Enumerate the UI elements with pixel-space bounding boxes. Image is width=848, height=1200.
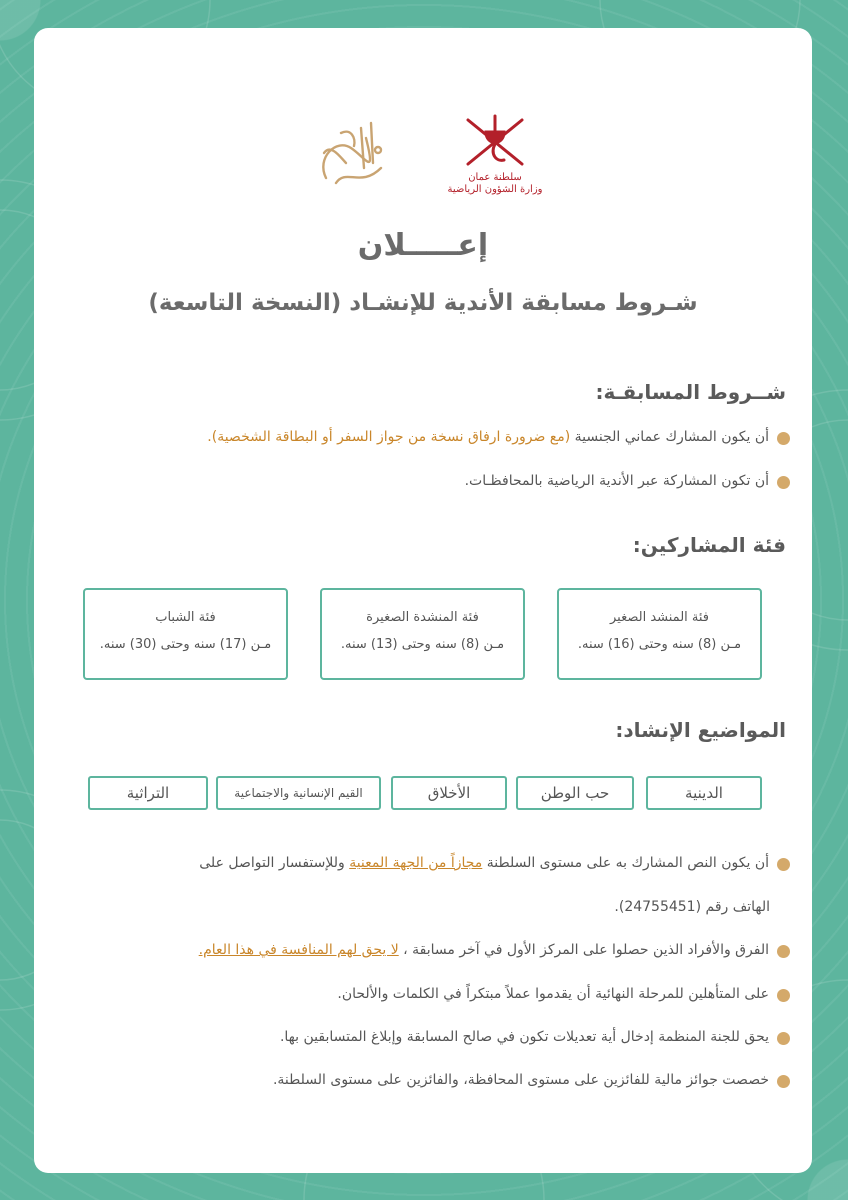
rule-item bbox=[74, 854, 790, 874]
rule-text: خصصت جوائز مالية للفائزين على مستوى المحافظة، والفائزين على مستوى السلطنة. bbox=[272, 1072, 769, 1088]
rule-text: يحق للجنة المنظمة إدخال أية تعديلات تكون في صالح المسابقة وإبلاغ المتسابقين بها. bbox=[279, 1029, 769, 1045]
condition-item bbox=[74, 428, 790, 448]
logos-row bbox=[34, 98, 812, 208]
topics-title: المواضيع الإنشاد: bbox=[615, 718, 786, 742]
condition-text: أن يكون المشارك عماني الجنسية (مع ضرورة ارفاق نسخة من جواز السفر أو البطاقة الشخصية). bbox=[207, 429, 769, 445]
emblem-caption-1: سلطنة عمان bbox=[468, 172, 522, 183]
bullet-dot-icon bbox=[777, 476, 790, 489]
rule-text: الهاتف رقم (24755451). bbox=[614, 899, 770, 915]
bullet-dot-icon bbox=[777, 858, 790, 871]
category-age-range: مـن (17) سنه وحتى (30) سنه. bbox=[99, 637, 272, 652]
bullet-dot-icon bbox=[777, 1032, 790, 1045]
bullet-dot-icon bbox=[777, 945, 790, 958]
rule-continuation bbox=[74, 898, 770, 918]
emblem-caption-2: وزارة الشؤون الرياضية bbox=[447, 184, 543, 195]
category-name: فئة المنشدة الصغيرة bbox=[366, 610, 479, 625]
announcement-card bbox=[34, 28, 812, 1173]
category-box bbox=[83, 588, 288, 680]
rule-text: الفرق والأفراد الذين حصلوا على المركز الأول في آخر مسابقة ، لا يحق لهم المنافسة في هذا العام. bbox=[198, 942, 769, 958]
competition-calligraphy-icon bbox=[306, 108, 396, 198]
topic-tag: الأخلاق bbox=[391, 776, 507, 810]
category-name: فئة المنشد الصغير bbox=[609, 610, 710, 625]
rule-accent-text: لا يحق لهم المنافسة في هذا العام. bbox=[198, 942, 399, 958]
topic-tag: حب الوطن bbox=[516, 776, 634, 810]
topic-tag: الدينية bbox=[646, 776, 762, 810]
bullet-dot-icon bbox=[777, 1075, 790, 1088]
announcement-title: إعـــــلان bbox=[357, 228, 489, 263]
bullet-dot-icon bbox=[777, 432, 790, 445]
condition-text: أن تكون المشاركة عبر الأندية الرياضية بالمحافظـات. bbox=[464, 473, 769, 489]
announcement-subtitle: شـروط مسابقة الأندية للإنشـاد (النسخة التاسعة) bbox=[148, 290, 698, 316]
condition-item bbox=[74, 472, 790, 492]
category-age-range: مـن (8) سنه وحتى (13) سنه. bbox=[340, 637, 505, 652]
category-box bbox=[557, 588, 762, 680]
rule-item bbox=[74, 1028, 790, 1048]
category-age-range: مـن (8) سنه وحتى (16) سنه. bbox=[577, 637, 742, 652]
category-box bbox=[320, 588, 525, 680]
ministry-emblem bbox=[440, 98, 550, 208]
rule-item bbox=[74, 941, 790, 961]
rule-item bbox=[74, 1071, 790, 1091]
condition-accent-text: (مع ضرورة ارفاق نسخة من جواز السفر أو البطاقة الشخصية). bbox=[207, 429, 571, 445]
competition-logo bbox=[296, 98, 406, 208]
topic-tag: القيم الإنسانية والاجتماعية bbox=[216, 776, 381, 810]
rule-text: أن يكون النص المشارك به على مستوى السلطنة مجازاً من الجهة المعنية وللإستفسار التواصل على bbox=[199, 855, 769, 871]
oman-khanjar-emblem-icon bbox=[460, 110, 530, 172]
categories-title: فئة المشاركين: bbox=[632, 533, 786, 557]
rule-accent-text: مجازاً من الجهة المعنية bbox=[349, 855, 483, 871]
topic-tag: التراثية bbox=[88, 776, 208, 810]
category-name: فئة الشباب bbox=[155, 610, 216, 625]
bullet-dot-icon bbox=[777, 989, 790, 1002]
rule-text: على المتأهلين للمرحلة النهائية أن يقدموا عملاً مبتكراً في الكلمات والألحان. bbox=[337, 986, 769, 1002]
conditions-title: شــروط المسابقـة: bbox=[595, 380, 786, 404]
rule-item bbox=[74, 985, 790, 1005]
